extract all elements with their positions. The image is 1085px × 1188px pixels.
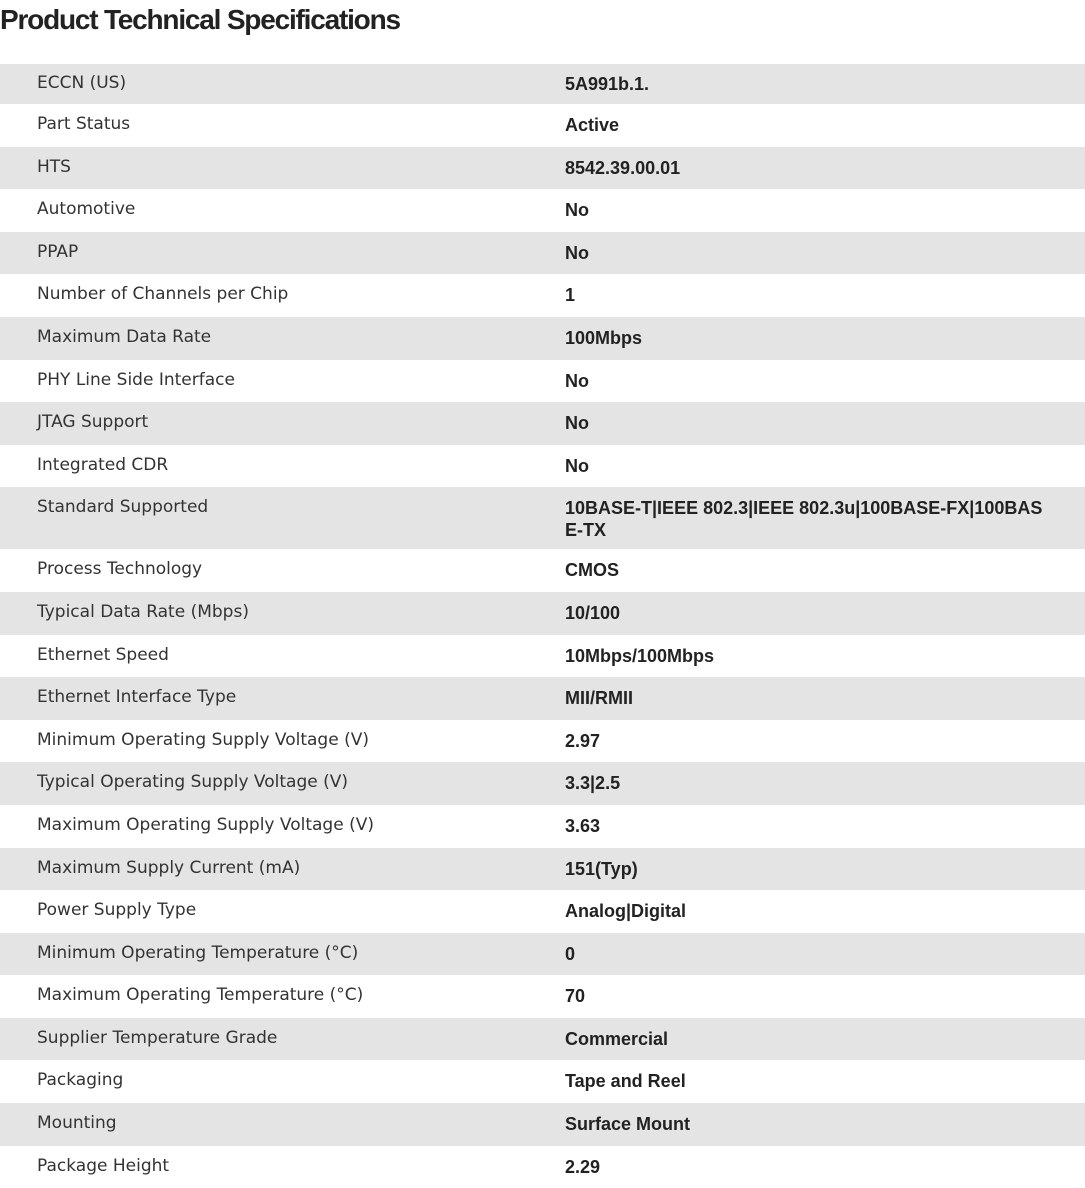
spec-row-max-data-rate (0, 317, 1085, 360)
spec-row-packaging (0, 1060, 1085, 1103)
spec-row-part-status (0, 104, 1085, 147)
spec-row-typ-supply-voltage (0, 762, 1085, 805)
spec-label: Part Status (37, 114, 131, 134)
spec-value: CMOS (565, 560, 619, 581)
spec-value: 151(Typ) (565, 858, 638, 879)
spec-value: No (565, 455, 589, 476)
spec-row-typical-data-rate (0, 592, 1085, 635)
spec-label: Process Technology (37, 559, 203, 580)
spec-row-integrated-cdr (0, 445, 1085, 488)
spec-value: 3.63 (565, 815, 601, 836)
spec-label: Minimum Operating Temperature (°C) (37, 942, 359, 963)
spec-row-max-supply-current (0, 848, 1085, 891)
spec-value: 10/100 (565, 602, 621, 623)
spec-value: No (565, 370, 589, 391)
spec-label: PHY Line Side Interface (37, 369, 235, 390)
spec-value: 1 (565, 285, 576, 306)
spec-row-eccn (0, 64, 1085, 104)
spec-label: Package Height (37, 1155, 170, 1176)
spec-label: Ethernet Speed (37, 644, 169, 665)
spec-value: 10Mbps/100Mbps (565, 645, 715, 666)
spec-row-ethernet-speed (0, 635, 1085, 678)
spec-row-standard-supported (0, 487, 1085, 549)
spec-value: Analog|Digital (565, 901, 687, 922)
spec-label: Ethernet Interface Type (37, 687, 237, 708)
page-title: Product Technical Specifications (0, 4, 400, 35)
spec-value: 5A991b.1. (565, 74, 650, 94)
spec-label: JTAG Support (37, 412, 149, 433)
spec-label: Maximum Operating Supply Voltage (V) (37, 814, 374, 835)
spec-value: Commercial (565, 1028, 669, 1049)
spec-label: Integrated CDR (37, 454, 169, 475)
spec-row-process-technology (0, 549, 1085, 592)
spec-row-ethernet-interface-type (0, 677, 1085, 720)
spec-label: Minimum Operating Supply Voltage (V) (37, 729, 369, 750)
spec-value: 100Mbps (565, 327, 643, 348)
spec-label: ECCN (US) (37, 73, 127, 93)
spec-row-channels-per-chip (0, 274, 1085, 317)
spec-label: Packaging (37, 1070, 124, 1091)
spec-row-max-supply-voltage (0, 805, 1085, 848)
spec-label: HTS (37, 156, 71, 177)
spec-row-min-supply-voltage (0, 720, 1085, 763)
spec-row-ppap (0, 232, 1085, 275)
spec-label: Automotive (37, 199, 136, 220)
spec-label: Power Supply Type (37, 900, 197, 921)
spec-label: Maximum Data Rate (37, 326, 212, 347)
spec-label: Typical Data Rate (Mbps) (37, 601, 249, 622)
spec-row-package-height (0, 1146, 1085, 1188)
spec-row-max-operating-temp (0, 975, 1085, 1018)
spec-row-hts (0, 147, 1085, 190)
spec-label: Supplier Temperature Grade (37, 1027, 278, 1048)
spec-value: MII/RMII (565, 688, 633, 709)
spec-value: 70 (565, 986, 586, 1007)
spec-label: Number of Channels per Chip (37, 284, 289, 305)
spec-label: PPAP (37, 241, 79, 262)
spec-row-phy-line-side (0, 360, 1085, 403)
spec-label: Standard Supported (37, 497, 209, 518)
spec-value: 0 (565, 943, 576, 964)
spec-row-mounting (0, 1103, 1085, 1146)
spec-value: Tape and Reel (565, 1071, 686, 1092)
spec-label: Typical Operating Supply Voltage (V) (37, 772, 348, 793)
spec-label: Maximum Operating Temperature (°C) (37, 985, 364, 1006)
spec-row-automotive (0, 189, 1085, 232)
spec-row-min-operating-temp (0, 933, 1085, 976)
spec-value: 2.29 (565, 1156, 601, 1177)
spec-value: No (565, 242, 589, 263)
spec-value: 10BASE-T|IEEE 802.3|IEEE 802.3u|100BASE-FX|100BASE-TX (565, 498, 1043, 541)
spec-label: Maximum Supply Current (mA) (37, 857, 301, 878)
spec-value: Surface Mount (565, 1114, 691, 1135)
spec-table (0, 64, 1085, 1188)
spec-value: No (565, 200, 589, 221)
spec-value: 8542.39.00.01 (565, 157, 681, 178)
spec-value: 3.3|2.5 (565, 773, 621, 794)
spec-value: 2.97 (565, 730, 601, 751)
spec-row-temperature-grade (0, 1018, 1085, 1061)
spec-value: Active (565, 115, 620, 135)
spec-row-jtag-support (0, 402, 1085, 445)
spec-value: No (565, 413, 589, 434)
spec-row-power-supply-type (0, 890, 1085, 933)
spec-label: Mounting (37, 1113, 117, 1134)
